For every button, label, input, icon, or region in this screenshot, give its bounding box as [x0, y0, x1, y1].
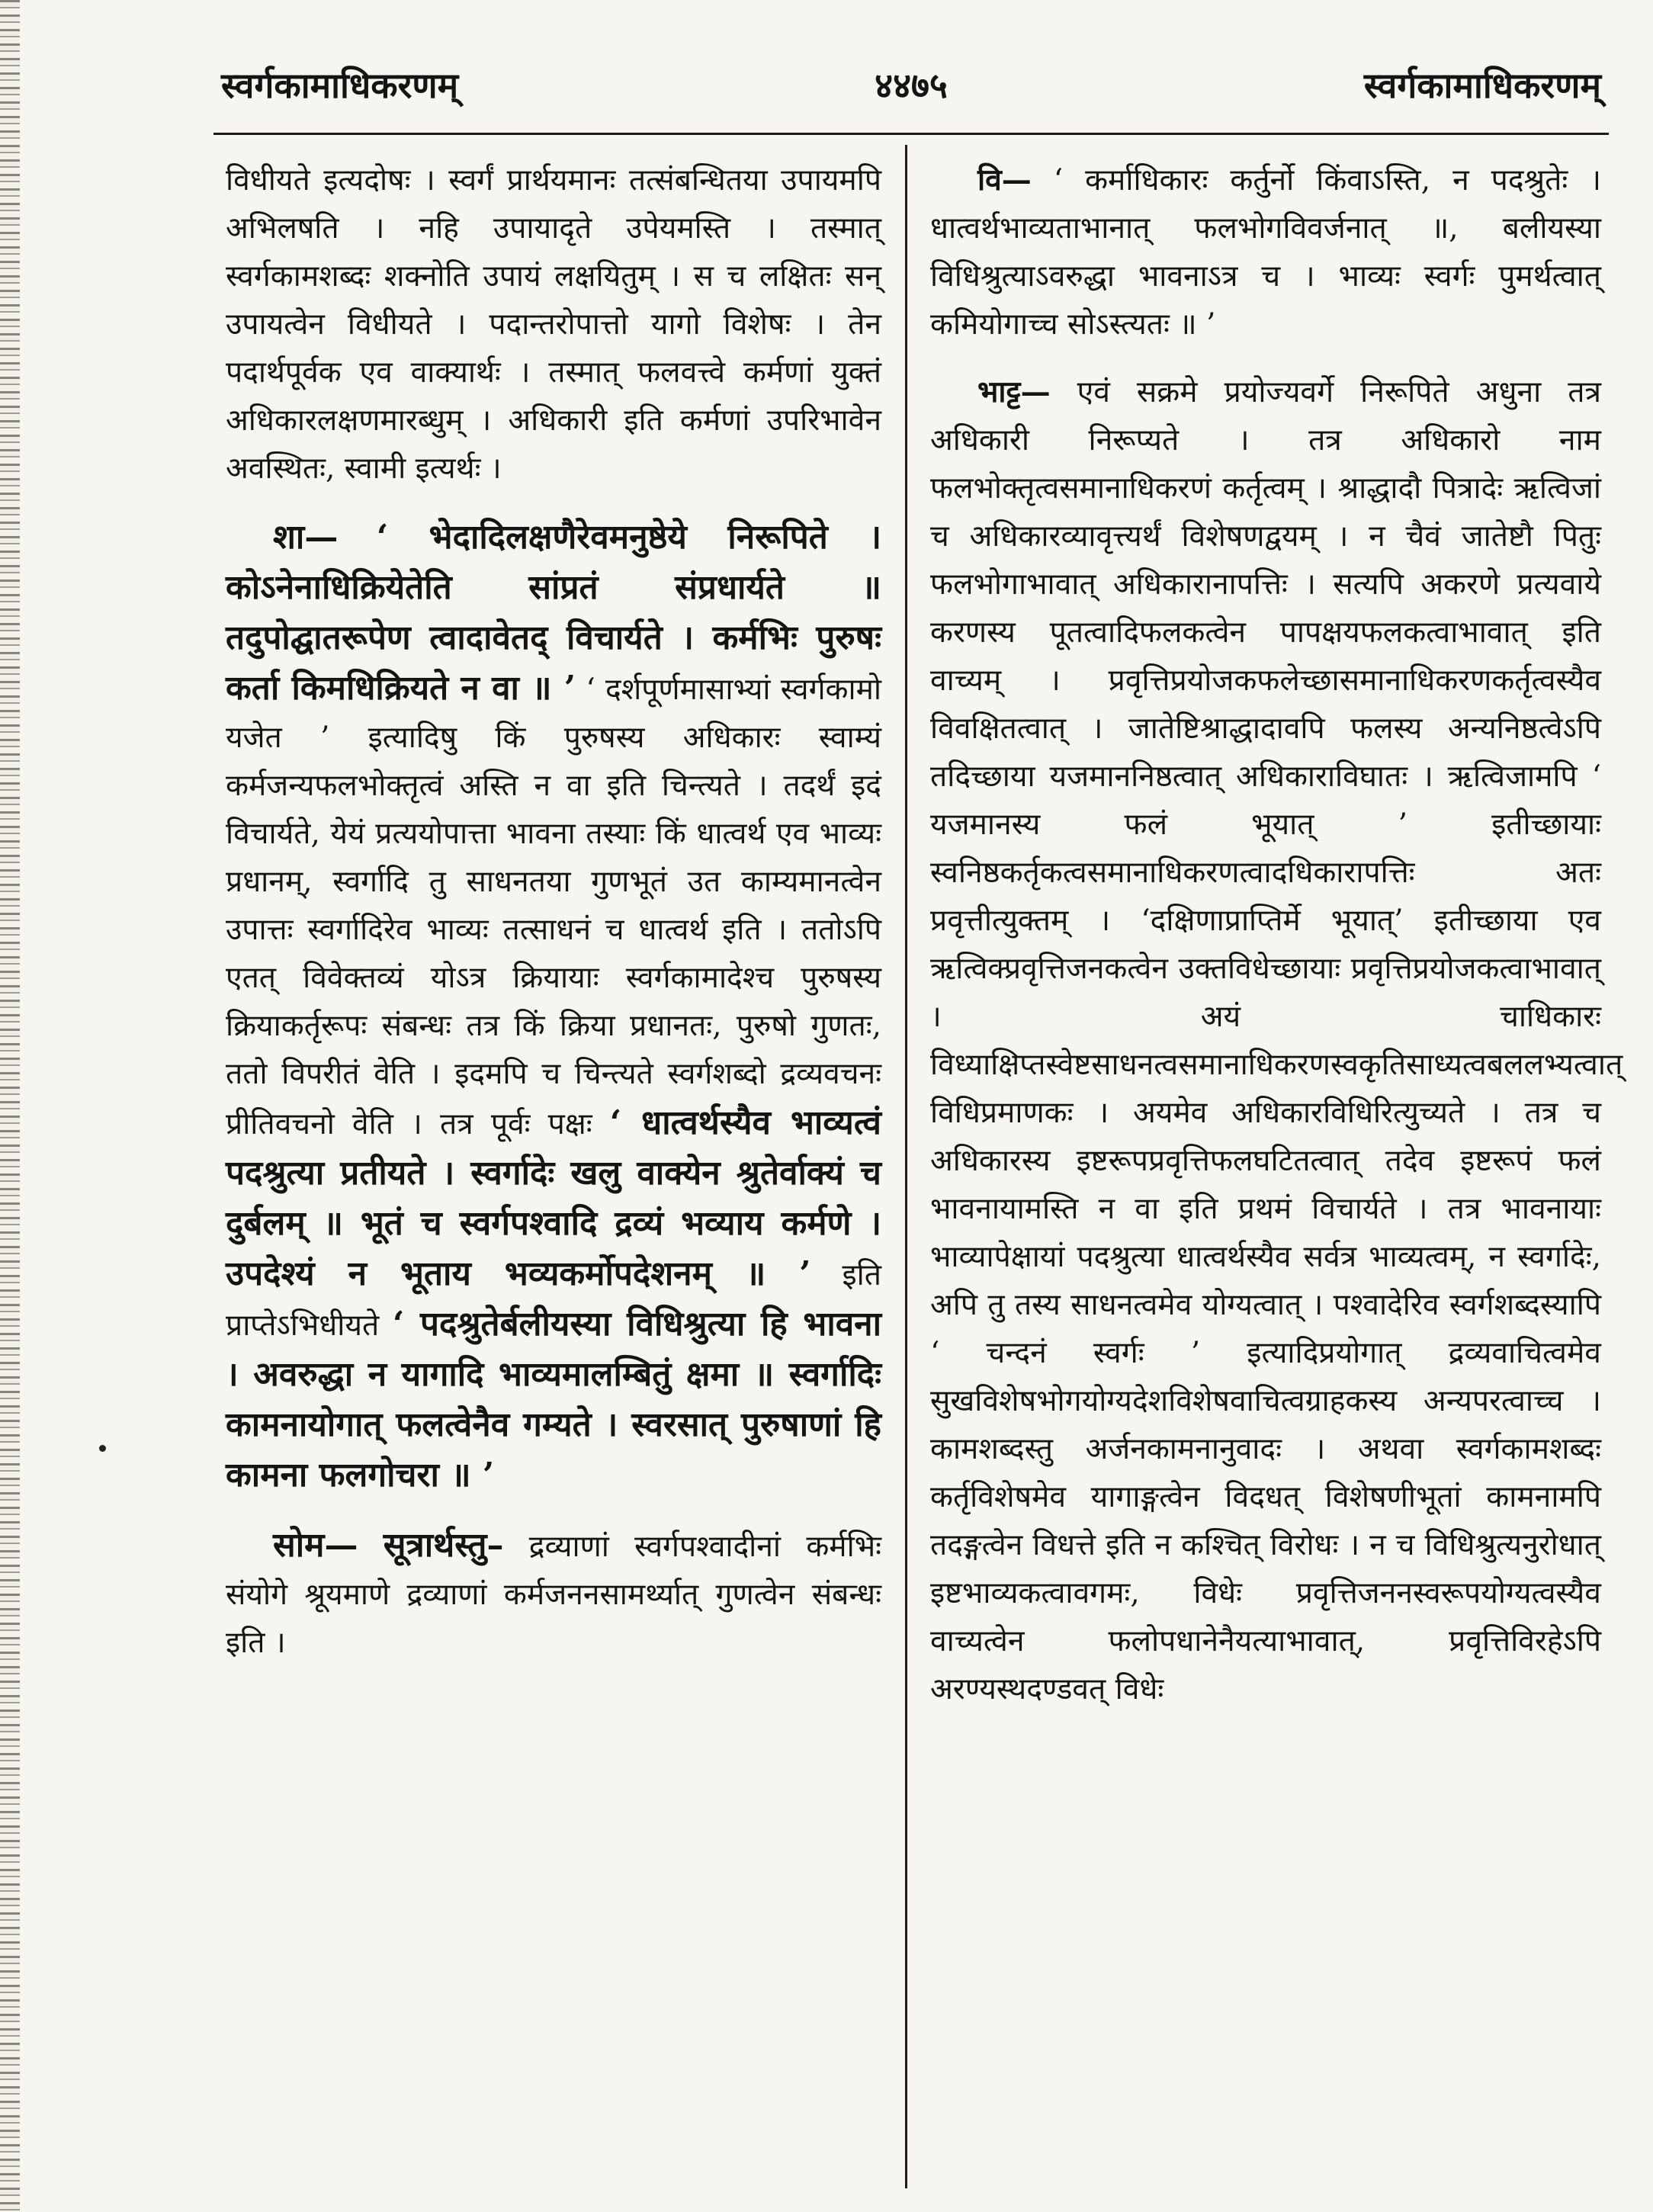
right-paragraph-2 [930, 368, 1623, 1713]
page-number: ४४७५ [875, 65, 948, 106]
bhatta-text: एवं सक्रमे प्रयोज्यवर्गे निरूपिते अधुना तत्र अधिकारी निरूप्यते । तत्र अधिकारो नाम फलभोक्तृत्वसमानाधिकरणं कर्तृत्वम् । श्राद्धादौ पित्रादेः ऋत्विजां च अधिकारव्यावृत्त्यर्थं विशेषणद्वयम् । न चैवं जातेष्टौ पितुः फलभोगाभावात् अधिकारानापत्तिः । सत्यपि अकरणे प्रत्यवाये करणस्य पूतत्वादिफलकत्वेन पापक्षयफलकत्वाभावात् इति वाच्यम् । प्रवृत्तिप्रयोजकफलेच्छासमानाधिकरणकर्तृत्वस्यैव विवक्षितत्वात् । जातेष्टिश्राद्धादावपि फलस्य अन्यनिष्ठत्वेऽपि तदिच्छाया यजमाननिष्ठत्वात् अधिकाराविघातः । ऋत्विजामपि ‘ यजमानस्य फलं भूयात् ’ इतीच्छायाः स्वनिष्ठकर्तृकत्वसमानाधिकरणत्वादधिकारापत्तिः अतः प्रवृत्तीत्युक्तम् । ‘दक्षिणाप्राप्तिर्मे भूयात्’ इतीच्छाया एव ऋत्विक्प्रवृत्तिजनकत्वेन उक्तविधेच्छायाः प्रवृत्तिप्रयोजकत्वाभावात् । अयं चाधिकारः विध्याक्षिप्तस्वेष्टसाधनत्वसमानाधिकरणस्वकृतिसाध्यत्वबललभ्यत्वात् विधिप्रमाणकः । अयमेव अधिकारविधिरित्युच्यते । तत्र च अधिकारस्य इष्टरूपप्रवृत्तिफलघटितत्वात् तदेव इष्टरूपं फलं भावनायामस्ति न वा इति प्रथमं विचार्यते । तत्र भावनायाः भाव्यापेक्षायां पदश्रुत्या धात्वर्थस्यैव सर्वत्र भाव्यत्वम्, न स्वर्गादेः, अपि तु तस्य साधनत्वमेव योग्यत्वात् । पश्वादेरिव स्वर्गशब्दस्यापि ‘ चन्दनं स्वर्गः ’ इत्यादिप्रयोगात् द्रव्यवाचित्वमेव सुखविशेषभोगयोग्यदेशविशेषवाचित्वग्राहकस्य अन्यपरत्वाच्च । कामशब्दस्तु अर्जनकामनानुवादः । अथवा स्वर्गकामशब्दः कर्तृविशेषमेव यागाङ्गत्वेन विदधत् विशेषणीभूतां कामनामपि तदङ्गत्वेन विधत्ते इति न कश्चित् विरोधः । न च विधिश्रुत्यनुरोधात् इष्टभाव्यकत्वावगमः, विधेः प्रवृत्तिजननस्वरूपयोग्यत्वस्यैव वाच्यत्वेन फलोपधानेनैयत्याभावात्, प्रवृत्तिविरहेऽपि अरण्यस्थदण्डवत् विधेः [930, 375, 1623, 1706]
soma-text: द्रव्याणां स्वर्गपश्वादीनां कर्मभिः संयोगे श्रूयमाणे द्रव्याणां कर्मजननसामर्थ्यात् गुणत्वेन संबन्धः इति । [226, 1530, 881, 1660]
para-label-sha: शा— [273, 518, 339, 557]
sutrartha-heading: सूत्रार्थस्तु– [383, 1526, 504, 1565]
left-column [226, 156, 881, 1687]
commentary-text: ‘ दर्शपूर्णमासाभ्यां स्वर्गकामो यजेत ’ इत्यादिषु किं पुरुषस्य अधिकारः स्वाम्यं कर्मजन्यफलभोक्तृत्वं अस्ति न वा इति चिन्त्यते । तदर्थं इदं विचार्यते, येयं प्रत्ययोपात्ता भावना तस्याः किं धात्वर्थ एव भाव्यः प्रधानम्, स्वर्गादि तु साधनतया गुणभूतं उत काम्यमानत्वेन उपात्तः स्वर्गादिरेव भाव्यः तत्साधनं च धात्वर्थ इति । ततोऽपि एतत् विवेक्तव्यं योऽत्र क्रियायाः स्वर्गकामादेश्च पुरुषस्य क्रियाकर्तृरूपः संबन्धः तत्र किं क्रिया प्रधानतः, पुरुषो गुणतः, ततो विपरीतं वेति । इदमपि च चिन्त्यते स्वर्गशब्दो द्रव्यवचनः प्रीतिवचनो वेति । तत्र पूर्वः पक्षः [226, 673, 882, 1141]
para-label-vi: वि— [977, 162, 1032, 197]
vi-verse: ‘ कर्माधिकारः कर्तुर्नो किंवाऽस्ति, न पदश्रुतेः । धात्वर्थभाव्यताभानात् फलभोगविवर्जनात् ॥, बलीयस्या विधिश्रुत्याऽवरुद्धा भावनाऽत्र च । भाव्यः स्वर्गः पुमर्थत्वात् कमियोगाच्च सोऽस्त्यतः ॥ ’ [930, 163, 1601, 342]
right-column [930, 156, 1623, 1733]
header-left-title: स्वर्गकामाधिकरणम् [221, 65, 459, 106]
purvapaksha-verse: ‘ धात्वर्थस्यैव भाव्यत्वं पदश्रुत्या प्रतीयते । स्वर्गादेः खलु वाक्येन श्रुतेर्वाक्यं च दुर्बलम् ॥ भूतं च स्वर्गपश्वादि द्रव्यं भव्याय कर्मणे । उपदेश्यं न भूताय भव्यकर्मोपदेशनम् ॥ ’ [226, 1103, 881, 1293]
left-paragraph-3 [226, 1520, 881, 1667]
running-header [221, 61, 1601, 114]
binding-edge [0, 0, 20, 2212]
siddhanta-verse: ‘ पदश्रुतेर्बलीयस्या विधिश्रुत्या हि भावना । अवरुद्धा न यागादि भाव्यमालम्बितुं क्षमा ॥ स्वर्गादिः कामनायोगात् फलत्वेनैव गम्यते । स्वरसात् पुरुषाणां हि कामना फलगोचरा ॥ ’ [226, 1305, 881, 1494]
left-paragraph-1: विधीयते इत्यदोषः । स्वर्गं प्रार्थयमानः तत्संबन्धितया उपायमपि अभिलषति । नहि उपायादृते उपेयमस्ति । तस्मात् स्वर्गकामशब्दः शक्नोति उपायं लक्षयितुम् । स च लक्षितः सन् उपायत्वेन विधीयते । पदान्तरोपात्तो यागो विशेषः । तेन पदार्थपूर्वक एव वाक्यार्थः । तस्मात् फलवत्त्वे कर्मणां युक्तं अधिकारलक्षणमारब्धुम् । अधिकारी इति कर्मणां उपरिभावेन अवस्थितः, स्वामी इत्यर्थः । [226, 163, 881, 486]
header-right-title: स्वर्गकामाधिकरणम् [1363, 65, 1601, 106]
transition-text: इति प्राप्तेऽभिधीयते [226, 1258, 881, 1343]
right-paragraph-1 [930, 156, 1601, 348]
para-label-soma: सोम— [273, 1526, 358, 1565]
header-rule [213, 133, 1609, 135]
verse-sha: ‘ भेदादिलक्षणैरेवमनुष्ठेये निरूपिते । कोऽनेनाधिक्रियेतेति सांप्रतं संप्रधार्यते ॥ तदुपोद्घातरूपेण त्वादावेतद् विचार्यते । कर्मभिः पुरुषः कर्ता किमधिक्रियते न वा ॥ ’ [226, 518, 881, 708]
para-label-bhatta: भाट्ट— [977, 374, 1051, 409]
left-paragraph-2 [226, 512, 881, 1501]
column-divider [905, 145, 907, 2188]
ink-speck [99, 1445, 106, 1452]
